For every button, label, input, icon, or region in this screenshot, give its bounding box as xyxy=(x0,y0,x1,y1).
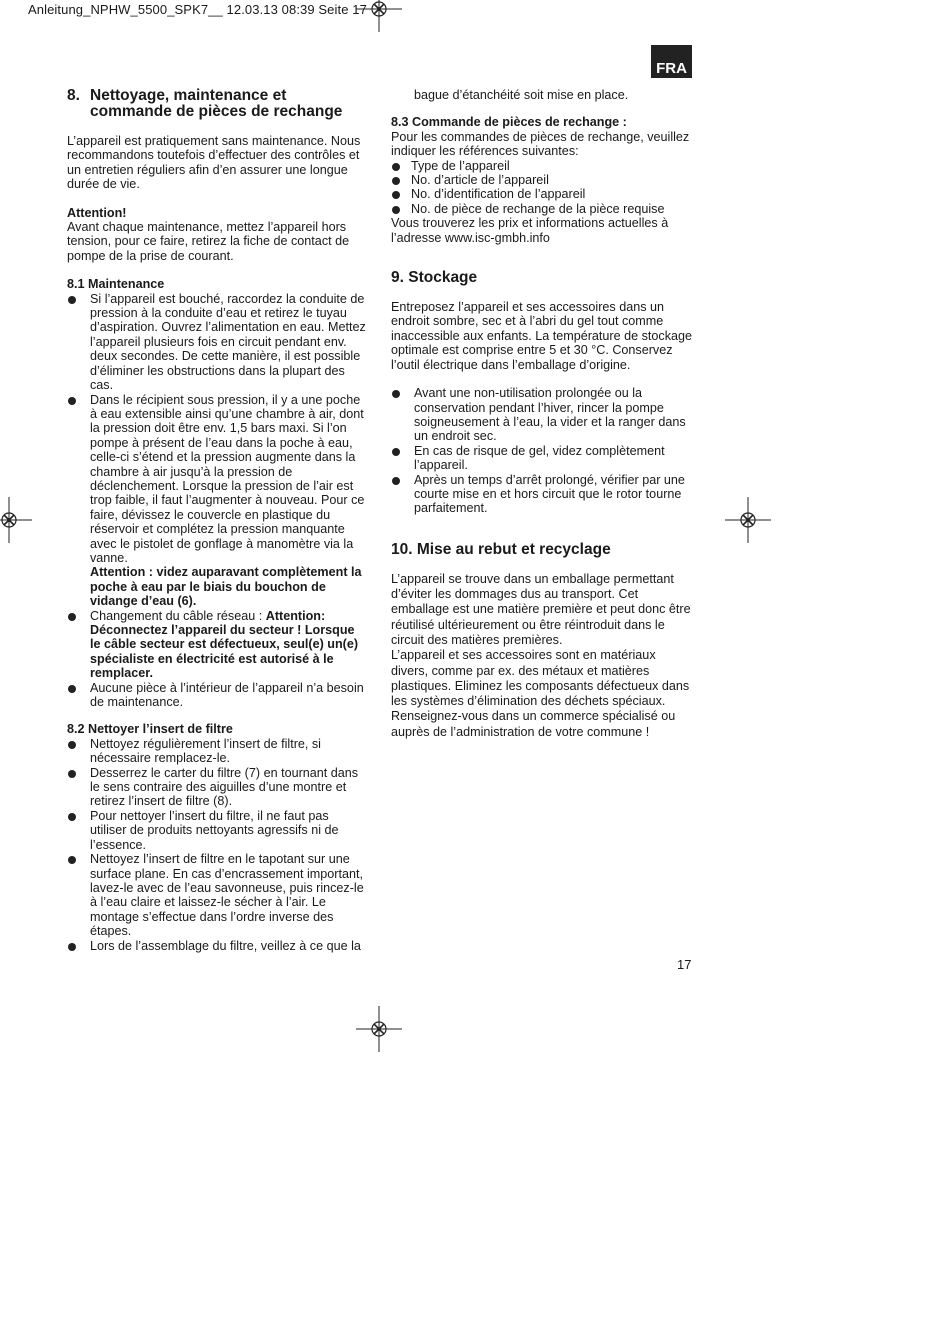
bullet-icon xyxy=(392,163,400,171)
continuation-text: bague d’étanchéité soit mise en place. xyxy=(414,88,629,102)
registration-mark-left xyxy=(0,497,32,543)
bullet-icon xyxy=(68,813,76,821)
section-8-3-title: 8.3 Commande de pièces de rechange : xyxy=(391,115,627,130)
section-9-title: 9. Stockage xyxy=(391,269,478,287)
list-item-text: Dans le récipient sous pression, il y a une poche à eau extensible ainsi qu’une chambre à air, dont la pression doit être env. 1,5 bars maxi. Si l’on pompe à présent de l’eau dans la poche à eau, celle-ci s’étend et la pression augmente dans la chambre à air jusqu’à la pression de déclenchement. Lorsque la pression de l’air est trop faible, il faut l’augmenter à nouveau. Pour ce faire, dévissez le couvercle en plastique du réservoir et complétez la pression manquante avec le pistolet de gonflage à manomètre via la vanne. xyxy=(90,392,365,565)
section-10-title: 10. Mise au rebut et recyclage xyxy=(391,540,611,558)
list-item-text: Aucune pièce à l’intérieur de l’appareil n’a besoin de maintenance. xyxy=(90,680,364,710)
attention-title: Attention! xyxy=(67,205,127,220)
list-item-text: Avant une non-utilisation prolongée ou la conservation pendant l’hiver, rincer la pompe soigneusement à l’eau, la vider et la ranger dans un endroit sec. xyxy=(414,386,686,444)
list-item-text: En cas de risque de gel, videz complètement l’appareil. xyxy=(414,443,665,473)
section-9-list xyxy=(391,386,693,516)
list-item xyxy=(67,393,367,609)
section-8-number: 8. xyxy=(67,87,80,104)
list-item-warning: Attention : videz auparavant complètement la poche à eau par le biais du bouchon de vidange d’eau (6). xyxy=(90,565,362,609)
registration-mark-right xyxy=(725,497,771,543)
list-item xyxy=(391,473,693,516)
section-10-paragraph-1: L’appareil se trouve dans un emballage permettant d’éviter les dommages dus au transport. Cet emballage est une matière première et peut donc être réutilisé ultérieurement ou être réintroduit dans le circuit des matières premières. xyxy=(391,571,691,647)
list-item-text: Lors de l’assemblage du filtre, veillez à ce que la xyxy=(90,938,361,953)
section-8-3-intro: Pour les commandes de pièces de rechange, veuillez indiquer les références suivantes: xyxy=(391,129,690,159)
list-item-text: Pour nettoyer l’insert du filtre, il ne faut pas utiliser de produits nettoyants agressifs ni de l’essence. xyxy=(90,808,339,852)
bullet-icon xyxy=(392,206,400,214)
list-item xyxy=(391,159,693,173)
list-item-text: Desserrez le carter du filtre (7) en tournant dans le sens contraire des aiguilles d’une montre et retirez l’insert de filtre (8). xyxy=(90,765,359,809)
list-item xyxy=(391,173,693,187)
right-column xyxy=(391,88,693,740)
section-8-heading xyxy=(67,88,367,120)
bullet-icon xyxy=(68,613,76,621)
list-item-text: Si l’appareil est bouché, raccordez la conduite de pression à la conduite d’eau et retirez le tuyau d’aspiration. Ouvrez l’alimentation en eau. Mettez l’appareil plusieurs fois en circuit pendant env. deux secondes. De cette manière, il est possible d’éliminer les obstructions dans la plupart des cas. xyxy=(90,291,366,393)
language-badge: FRA xyxy=(651,45,692,78)
list-item xyxy=(67,939,367,953)
list-item xyxy=(391,187,693,201)
section-8-3-list xyxy=(391,159,693,217)
section-8-1-list xyxy=(67,292,367,710)
bullet-icon xyxy=(392,177,400,185)
list-item-text: Changement du câble réseau : xyxy=(90,608,266,623)
list-item-text: Après un temps d’arrêt prolongé, vérifier par une courte mise en et hors circuit que le rotor tourne parfaitement. xyxy=(414,472,685,516)
registration-mark-top xyxy=(356,0,402,32)
list-item xyxy=(67,852,367,938)
bullet-icon xyxy=(392,448,400,456)
list-item xyxy=(391,386,693,444)
list-item xyxy=(67,809,367,852)
list-item-warning: Attention: Déconnectez l’appareil du secteur ! Lorsque le câble secteur est défectueux, seul(e) un(e) spécialiste en électricité est autorisé à le remplacer. xyxy=(90,608,359,681)
section-8-2-list xyxy=(67,737,367,953)
page-number: 17 xyxy=(677,957,692,972)
list-item-text: No. d’identification de l’appareil xyxy=(411,187,586,202)
section-8-title: Nettoyage, maintenance et commande de pièces de rechange xyxy=(90,87,343,120)
bullet-icon xyxy=(68,770,76,778)
registration-mark-bottom xyxy=(356,1006,402,1052)
bullet-icon xyxy=(392,191,400,199)
list-item-text: Nettoyez l’insert de filtre en le tapotant sur une surface plane. En cas d’encrassement important, lavez-le avec de l’eau savonneuse, puis rincez-le à l’eau claire et laissez-le sécher à l’air. Le montage s’effectue dans l’ordre inverse des étapes. xyxy=(90,852,364,939)
section-10-paragraph-2: L’appareil et ses accessoires sont en matériaux divers, comme par ex. des métaux et matières plastiques. Eliminez les composants défectueux dans les systèmes d’élimination des déchets spéciaux. Renseignez-vous dans un commerce spécialisé ou auprès de l’administration de votre commune ! xyxy=(391,648,690,739)
list-item-text: Nettoyez régulièrement l’insert de filtre, si nécessaire remplacez-le. xyxy=(90,736,321,766)
section-9-text: Entreposez l’appareil et ses accessoires dans un endroit sombre, sec et à l’abri du gel tout comme inaccessible aux enfants. La température de stockage optimale est comprise entre 5 et 30 °C. Conservez l’outil électrique dans l’emballage d’origine. xyxy=(391,300,693,372)
section-8-2-title: 8.2 Nettoyer l’insert de filtre xyxy=(67,722,233,737)
bullet-icon xyxy=(68,685,76,693)
bullet-icon xyxy=(68,741,76,749)
list-item xyxy=(67,292,367,393)
print-header: Anleitung_NPHW_5500_SPK7__ 12.03.13 08:39 Seite 17 xyxy=(28,2,367,17)
list-item xyxy=(67,737,367,766)
list-item xyxy=(391,444,693,473)
bullet-icon xyxy=(68,943,76,951)
section-8-3-outro: Vous trouverez les prix et informations actuelles à l’adresse www.isc-gmbh.info xyxy=(391,216,669,245)
attention-text: Avant chaque maintenance, mettez l’appareil hors tension, pour ce faire, retirez la fiche de contact de pompe de la prise de courant. xyxy=(67,220,350,263)
list-item-text: Type de l’appareil xyxy=(411,158,510,173)
section-8-1-title: 8.1 Maintenance xyxy=(67,277,165,292)
bullet-icon xyxy=(392,390,400,398)
list-item xyxy=(67,609,367,681)
list-item xyxy=(67,681,367,710)
bullet-icon xyxy=(392,477,400,485)
bullet-icon xyxy=(68,296,76,304)
section-8-intro: L’appareil est pratiquement sans maintenance. Nous recommandons toutefois d’effectuer des contrôles et un entretien réguliers afin d’en assurer une longue durée de vie. xyxy=(67,134,361,192)
bullet-icon xyxy=(68,856,76,864)
left-column xyxy=(67,88,367,953)
list-item-text: No. de pièce de rechange de la pièce requise xyxy=(411,201,665,216)
list-item xyxy=(391,202,693,216)
list-item-text: No. d’article de l’appareil xyxy=(411,173,549,188)
list-item xyxy=(67,766,367,809)
bullet-icon xyxy=(68,397,76,405)
